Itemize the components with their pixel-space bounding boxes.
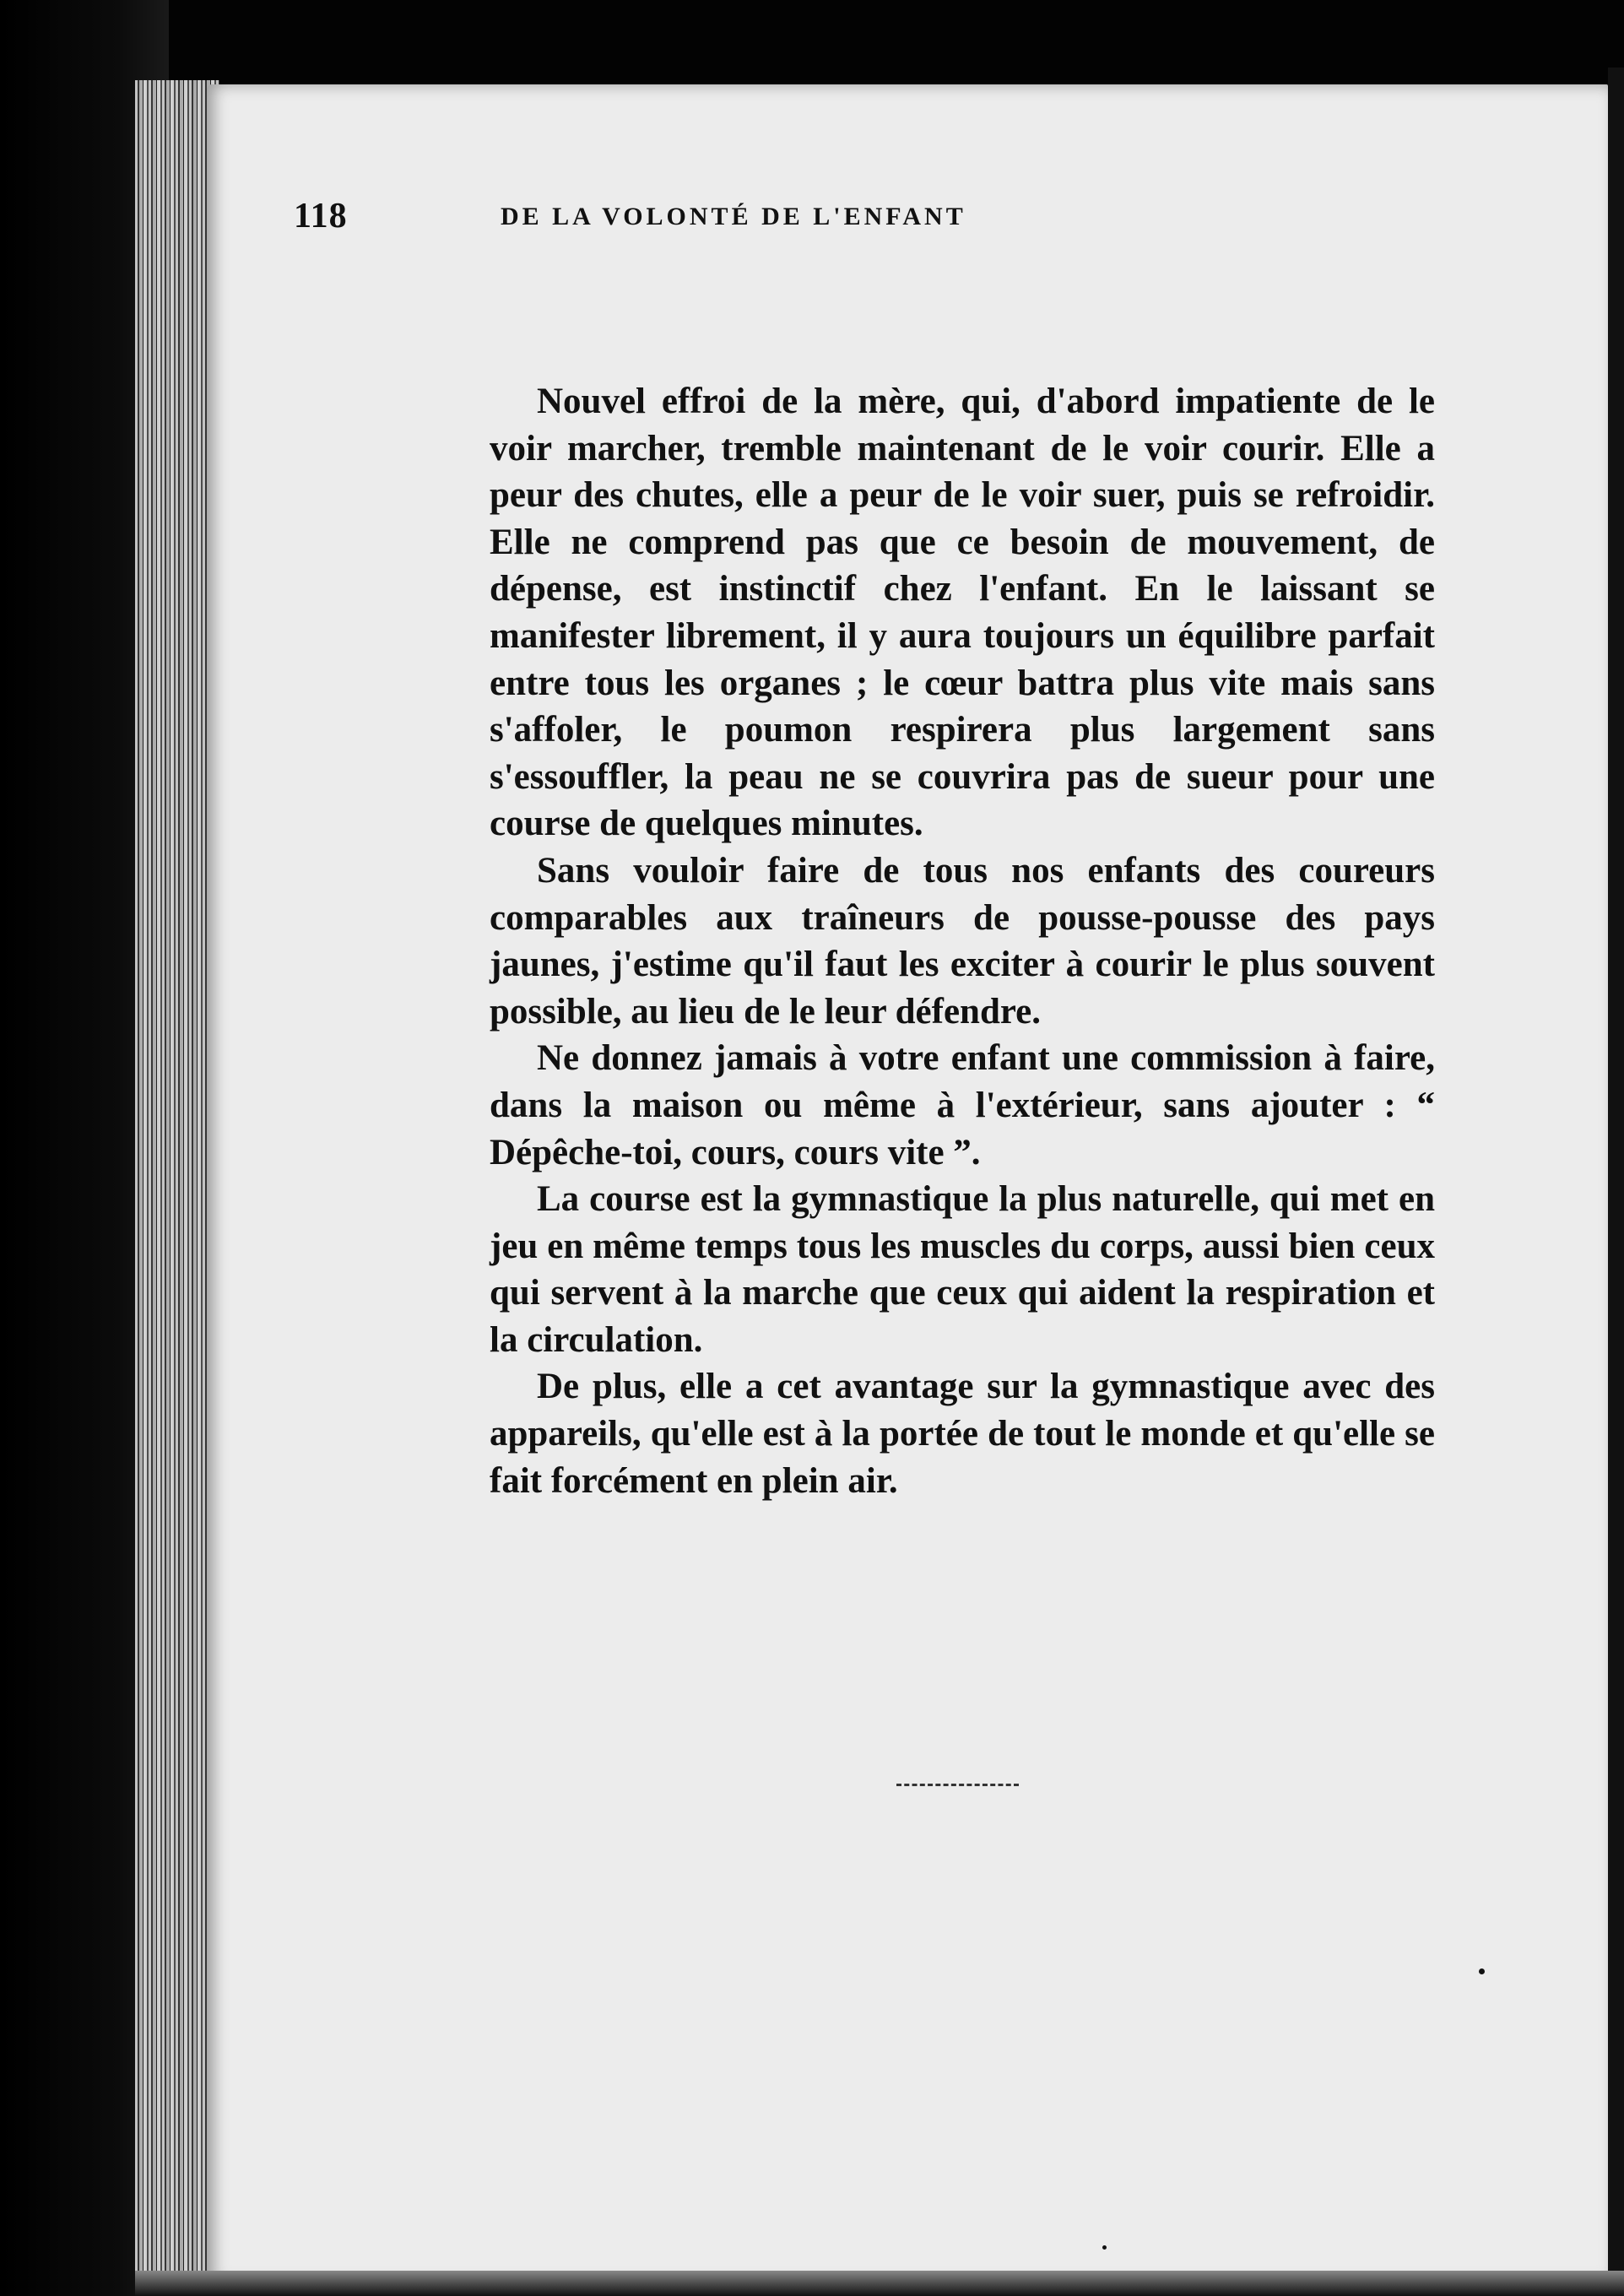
dust-speck xyxy=(1479,1968,1485,1974)
dust-speck xyxy=(1102,2245,1107,2250)
body-text xyxy=(490,378,1435,1504)
scan-top-border xyxy=(169,0,1624,84)
paragraph: La course est la gymnastique la plus naturelle, qui met en jeu en même temps tous les muscles du corps, aussi bien ceux qui servent à la marche que ceux qui aident la respiration et la circulation. xyxy=(490,1179,1435,1360)
paragraph: De plus, elle a cet avantage sur la gymnastique avec des appareils, qu'elle est à la portée de tout le monde et qu'elle se fait forcément en plein air. xyxy=(490,1367,1435,1501)
scan-right-border xyxy=(1608,68,1624,2296)
page-header xyxy=(294,196,1433,246)
running-head: DE LA VOLONTÉ DE L'ENFANT xyxy=(501,203,966,230)
paragraph: Nouvel effroi de la mère, qui, d'abord impatiente de le voir marcher, tremble maintenant de le voir courir. Elle a peur des chutes, elle a peur de le voir suer, puis se refroidir. Elle ne comprend pas que ce besoin de mouvement, de dépense, est instinctif chez l'enfant. En le laissant se manifester librement, il y aura toujours un équilibre parfait entre tous les organes ; le cœur battra plus vite mais sans s'affoler, le poumon respirera plus largement sans s'essouffler, la peau ne se couvrira pas de sueur pour une course de quelques minutes. xyxy=(490,382,1435,844)
paragraph: Ne donnez jamais à votre enfant une commission à faire, dans la maison ou même à l'extérieur, sans ajouter : “ Dépêche-toi, cours, cours vite ”. xyxy=(490,1038,1435,1172)
scan-bottom-border xyxy=(135,2271,1624,2296)
page-number: 118 xyxy=(294,197,348,236)
paragraph: Sans vouloir faire de tous nos enfants des coureurs comparables aux traîneurs de pousse-pousse des pays jaunes, j'estime qu'il faut les exciter à courir le plus souvent possible, au lieu de le leur défendre. xyxy=(490,850,1435,1032)
chapter-end-rule xyxy=(896,1784,1019,1786)
